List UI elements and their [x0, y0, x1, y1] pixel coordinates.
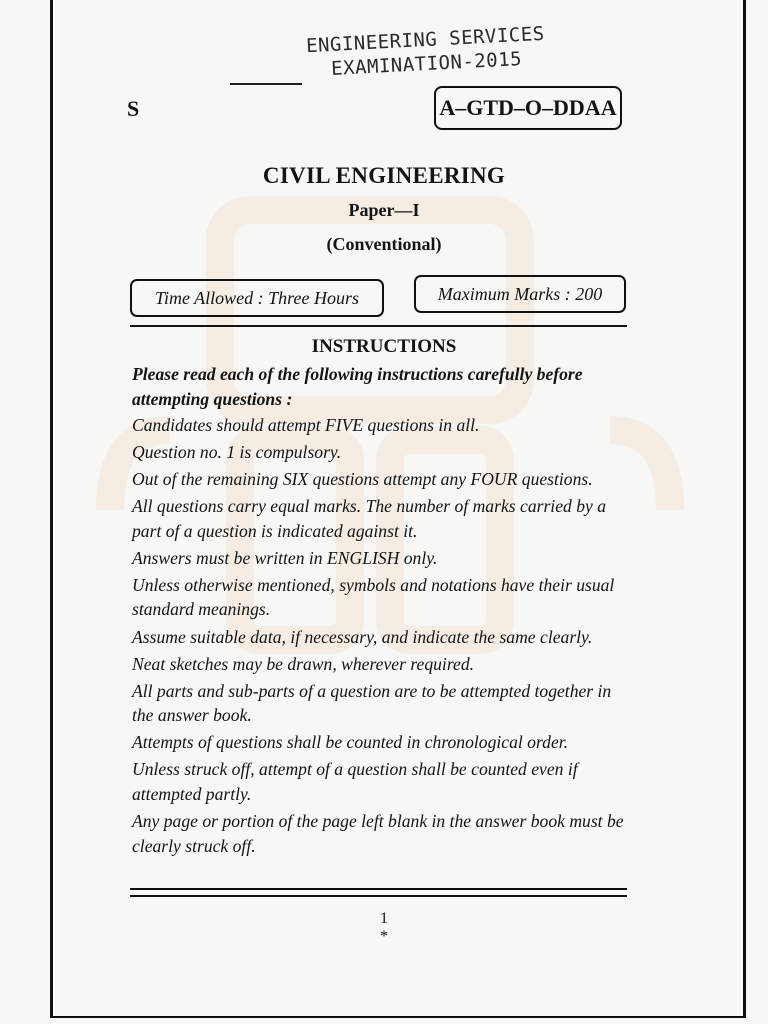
divider-top [130, 325, 627, 327]
page-number: 1 [380, 910, 388, 927]
instruction-item: All parts and sub-parts of a question are to be attempted together in the answer book. [132, 680, 612, 726]
instruction-item: Neat sketches may be drawn, wherever required. [132, 653, 475, 674]
instructions-list [132, 362, 632, 861]
stamp-line-2: EXAMINATION-2015 [330, 47, 523, 80]
instruction-item: Unless otherwise mentioned, symbols and notations have their usual standard meanings. [132, 574, 615, 620]
stamp-line-1: ENGINEERING SERVICES [305, 22, 546, 58]
paper-type: (Conventional) [326, 234, 442, 254]
instruction-item: Out of the remaining SIX questions attempt any FOUR questions. [132, 469, 593, 490]
instruction-item: Attempts of questions shall be counted in chronological order. [132, 732, 569, 753]
paper-number: Paper—I [348, 200, 420, 220]
instruction-item: Assume suitable data, if necessary, and indicate the same clearly. [132, 626, 593, 647]
series-label: S [127, 96, 140, 121]
divider-bottom-1 [130, 888, 627, 890]
divider-bottom-2 [130, 895, 627, 897]
instruction-item: Unless struck off, attempt of a question shall be counted even if attempted partly. [132, 759, 578, 804]
subject-title: CIVIL ENGINEERING [262, 163, 506, 188]
instruction-item: All questions carry equal marks. The number of marks carried by a part of a question is indicated against it. [132, 496, 607, 541]
instruction-item: Answers must be written in ENGLISH only. [132, 547, 438, 568]
instruction-item: Candidates should attempt FIVE questions in all. [132, 415, 480, 435]
instructions-heading: INSTRUCTIONS [311, 336, 457, 357]
stamp-underline [230, 83, 302, 85]
footer-asterisk: * [380, 928, 388, 945]
maximum-marks-box: Maximum Marks : 200 [414, 275, 626, 313]
instructions-lead: Please read each of the following instructions carefully before attempting questions : [132, 364, 583, 409]
instruction-item: Question no. 1 is compulsory. [132, 442, 342, 463]
page-number-block [0, 910, 768, 946]
time-allowed-box: Time Allowed : Three Hours [130, 279, 384, 317]
booklet-code: A–GTD–O–DDAA [434, 86, 622, 130]
instruction-item: Any page or portion of the page left blank in the answer book must be clearly struck off. [132, 811, 624, 856]
